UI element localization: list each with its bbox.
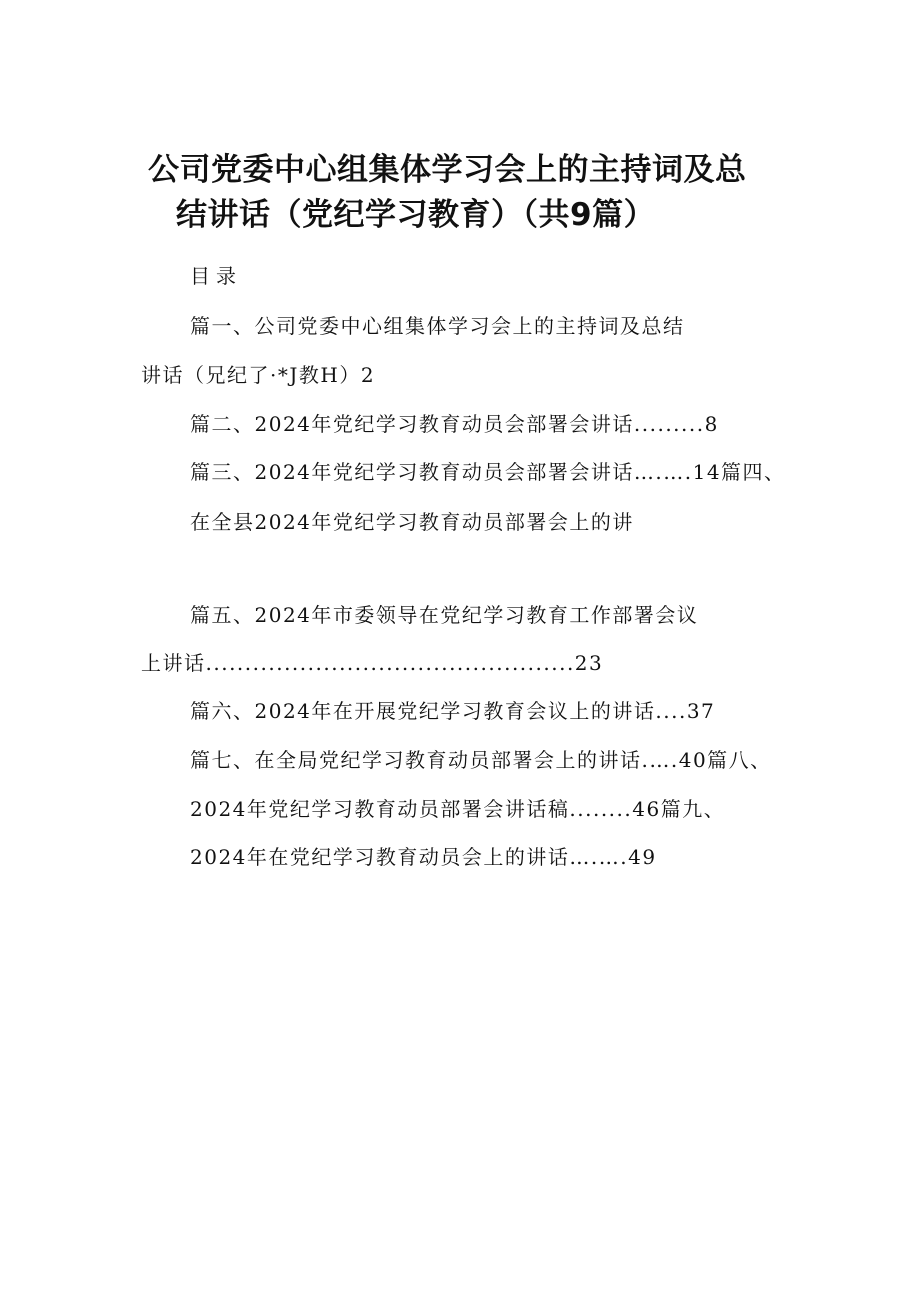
toc-entry-4-continuation[interactable]: 在全县2024年党纪学习教育动员部署会上的讲 (190, 510, 634, 534)
toc-heading: 目录 (190, 264, 242, 288)
document-title-line-2: 结讲话（党纪学习教育）（共9篇） (176, 197, 656, 233)
toc-entry-1-continuation[interactable]: 讲话（兄纪了·*J教H）2 (141, 363, 376, 387)
toc-entry-5-continuation[interactable]: 上讲话...............................................23 (141, 651, 604, 675)
toc-entry-7[interactable]: 篇七、在全局党纪学习教育动员部署会上的讲话.….40篇八、 (190, 748, 772, 772)
toc-entry-1[interactable]: 篇一、公司党委中心组集体学习会上的主持词及总结 (190, 314, 685, 338)
toc-entry-2[interactable]: 篇二、2024年党纪学习教育动员会部署会讲话.........8 (190, 412, 719, 436)
toc-entry-6[interactable]: 篇六、2024年在开展党纪学习教育会议上的讲话....37 (190, 699, 716, 723)
toc-entry-8[interactable]: 2024年党纪学习教育动员部署会讲话稿........46篇九、 (190, 797, 726, 821)
toc-entry-3[interactable]: 篇三、2024年党纪学习教育动员会部署会讲话….….14篇四、 (190, 460, 786, 484)
document-title-line-1: 公司党委中心组集体学习会上的主持词及总 (148, 152, 747, 188)
toc-entry-5[interactable]: 篇五、2024年市委领导在党纪学习教育工作部署会议 (190, 603, 699, 627)
toc-entry-9[interactable]: 2024年在党纪学习教育动员会上的讲话….….49 (190, 845, 657, 869)
